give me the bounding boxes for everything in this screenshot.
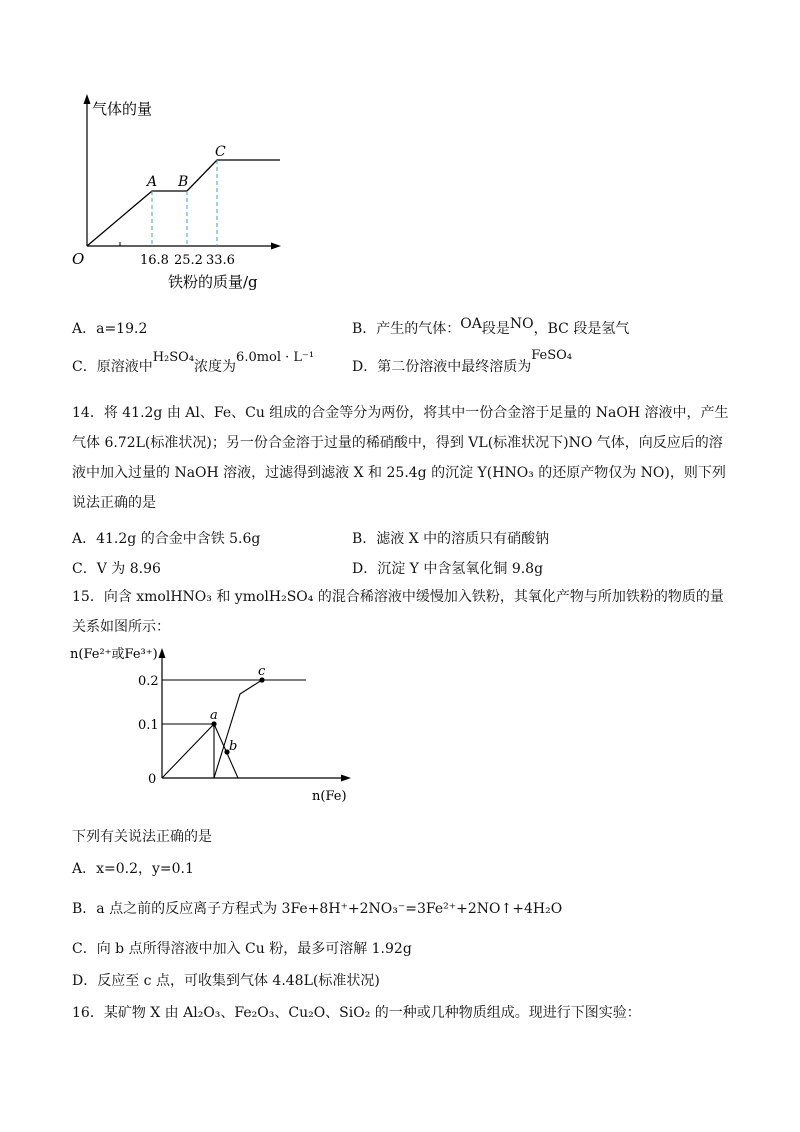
q15-xlabel: n(Fe) bbox=[312, 789, 347, 804]
q15-option-c-text: C．向 b 点所得溶液中加入 Cu 粉，最多可溶解 1.92g bbox=[72, 941, 412, 957]
q15-option-d[interactable] bbox=[72, 970, 380, 990]
q14-option-d[interactable] bbox=[352, 558, 543, 578]
q15-ytick-0: 0 bbox=[148, 772, 157, 787]
q13-xtick-3: 33.6 bbox=[206, 253, 235, 268]
q13-option-b-no: NO bbox=[509, 316, 534, 332]
q15-fe2-curve bbox=[214, 680, 262, 778]
q13-option-c-mid: 浓度为 bbox=[194, 359, 237, 375]
q13-option-c[interactable] bbox=[72, 350, 315, 376]
q15-ylabel: n(Fe²⁺或Fe³⁺) bbox=[70, 647, 158, 662]
q16-stem: 16．某矿物 X 由 Al₂O₃、Fe₂O₃、Cu₂O、SiO₂ 的一种或几种物质组成。现进行下图实验： bbox=[72, 1005, 641, 1021]
q14-option-c[interactable] bbox=[72, 558, 161, 578]
q13-option-d[interactable] bbox=[352, 348, 573, 376]
q13-xtick-1: 16.8 bbox=[140, 253, 169, 268]
q14-option-c-text: C．V 为 8.96 bbox=[72, 561, 161, 577]
q13-point-b: B bbox=[178, 174, 189, 190]
q15-ytick-02: 0.2 bbox=[138, 674, 159, 689]
q15-rise-line bbox=[162, 724, 214, 778]
q13-option-b-prefix: B．产生的气体： bbox=[352, 321, 461, 337]
q14-stem: 14．将 41.2g 由 Al、Fe、Cu 组成的合金等分为两份，将其中一份合金溶于足量的 NaOH 溶液中，产生气体 6.72L(标准状况)；另一份合金溶于过量的稀硝酸中，得到 VL(标准状况下)NO 气体，向反应后的溶液中加入过量的 NaOH 溶液，过滤得到滤液 X 和 25.4g 的沉淀 Y(HNO₃ 的还原产物仅为 NO)，则下列说法正确的是 bbox=[72, 405, 729, 511]
q15-option-c[interactable] bbox=[72, 938, 412, 958]
q13-option-d-prefix: D．第二份溶液中最终溶质为 bbox=[352, 359, 532, 375]
q13-option-a-text: A．a=19.2 bbox=[72, 321, 148, 337]
q15-graph bbox=[66, 644, 366, 814]
q13-option-b-mid: 段是 bbox=[481, 321, 510, 337]
q14-option-a-text: A．41.2g 的合金中含铁 5.6g bbox=[72, 531, 261, 547]
q15-option-d-text: D．反应至 c 点，可收集到气体 4.48L(标准状况) bbox=[72, 973, 380, 989]
q15-ask: 下列有关说法正确的是 bbox=[72, 829, 212, 845]
q15-x-arrow bbox=[341, 775, 351, 782]
q15-point-b: b bbox=[229, 739, 238, 754]
q13-option-b[interactable] bbox=[352, 318, 629, 338]
q13-option-c-h2so4: H₂SO₄ bbox=[152, 350, 195, 365]
q13-option-c-prefix: C．原溶液中 bbox=[72, 359, 153, 375]
q14-option-b-text: B．滤液 X 中的溶质只有硝酸钠 bbox=[352, 531, 550, 547]
q13-option-b-oa: OA bbox=[460, 316, 482, 332]
q15-point-a: a bbox=[210, 708, 218, 723]
q15-stem: 15．向含 xmolHNO₃ 和 ymolH₂SO₄ 的混合稀溶液中缓慢加入铁粉，其氧化产物与所加铁粉的物质的量关系如图所示： bbox=[72, 589, 724, 635]
q13-point-c: C bbox=[215, 144, 226, 160]
q13-option-a[interactable] bbox=[72, 318, 147, 338]
q15-ytick-01: 0.1 bbox=[138, 718, 159, 733]
q14-option-a[interactable] bbox=[72, 528, 260, 548]
q13-curve bbox=[87, 160, 280, 246]
q13-y-arrow bbox=[84, 94, 91, 104]
q13-xtick-2: 25.2 bbox=[174, 253, 203, 268]
q14-option-d-text: D．沉淀 Y 中含氢氧化铜 9.8g bbox=[352, 561, 544, 577]
q14-option-b[interactable] bbox=[352, 528, 549, 548]
q13-origin: O bbox=[72, 250, 85, 268]
q13-graph bbox=[60, 88, 300, 298]
q13-xlabel: 铁粉的质量/g bbox=[168, 273, 258, 291]
q15-option-a-text: A．x=0.2，y=0.1 bbox=[72, 861, 194, 877]
q13-option-c-conc: 6.0mol · L⁻¹ bbox=[236, 350, 315, 365]
q15-y-arrow bbox=[159, 648, 166, 658]
q13-ylabel: 气体的量 bbox=[92, 100, 153, 118]
q13-x-arrow bbox=[271, 243, 281, 250]
q15-option-b[interactable] bbox=[72, 898, 562, 918]
q15-option-a[interactable] bbox=[72, 858, 194, 878]
q15-option-b-text: B．a 点之前的反应离子方程式为 3Fe+8H⁺+2NO₃⁻=3Fe²⁺+2NO↑+4H₂O bbox=[72, 901, 563, 917]
q13-point-a: A bbox=[147, 174, 158, 190]
q13-option-d-feso4: FeSO₄ bbox=[531, 348, 573, 363]
q15-point-c: c bbox=[258, 664, 266, 679]
q13-option-b-suffix: ，BC 段是氢气 bbox=[533, 321, 630, 337]
